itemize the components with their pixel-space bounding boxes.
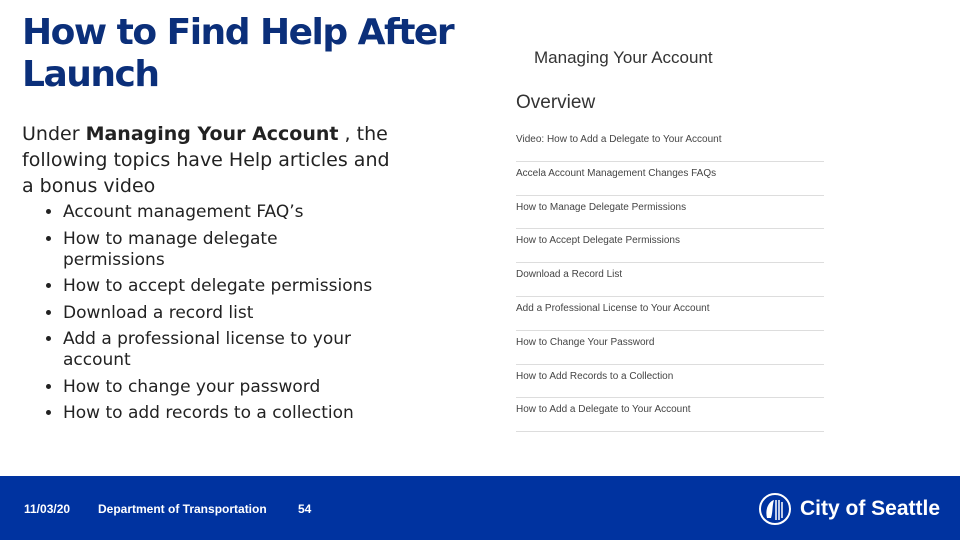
page-number: 54 (298, 502, 312, 516)
list-item: • How to manage delegate permissions (63, 229, 383, 271)
seattle-seal-icon (758, 492, 792, 526)
help-link[interactable]: How to Change Your Password (516, 331, 824, 365)
list-item: • Add a professional license to your account (63, 329, 383, 371)
help-link[interactable]: How to Manage Delegate Permissions (516, 196, 824, 230)
list-item: • Download a record list (63, 303, 383, 324)
intro-bold: Managing Your Account (85, 123, 339, 145)
footer-department: Department of Transportation (98, 502, 267, 516)
logo-text: City of Seattle (800, 497, 941, 520)
help-link[interactable]: Video: How to Add a Delegate to Your Account (516, 128, 824, 162)
help-link[interactable]: Add a Professional License to Your Account (516, 297, 824, 331)
help-link[interactable]: Download a Record List (516, 263, 824, 297)
footer-date: 11/03/20 (24, 502, 71, 516)
list-item: • How to add records to a collection (63, 403, 383, 424)
help-link[interactable]: How to Accept Delegate Permissions (516, 229, 824, 263)
intro-text (22, 121, 402, 199)
list-item: • How to accept delegate permissions (63, 276, 383, 297)
intro-prefix: Under (22, 123, 86, 145)
help-link[interactable]: How to Add Records to a Collection (516, 365, 824, 399)
intro-suffix: , the following topics have Help articles and a bonus video (22, 123, 390, 197)
list-item: • Account management FAQ’s (63, 202, 383, 223)
topic-list (40, 202, 383, 430)
footer-bar (0, 476, 960, 540)
help-link[interactable]: Accela Account Management Changes FAQs (516, 162, 824, 196)
overview-heading: Overview (516, 92, 596, 113)
panel-title: Managing Your Account (534, 48, 713, 67)
list-item: • How to change your password (63, 377, 383, 398)
slide-title: How to Find Help After Launch (22, 12, 454, 95)
help-link[interactable]: How to Add a Delegate to Your Account (516, 398, 824, 432)
help-links (516, 128, 824, 432)
city-logo (758, 492, 940, 526)
